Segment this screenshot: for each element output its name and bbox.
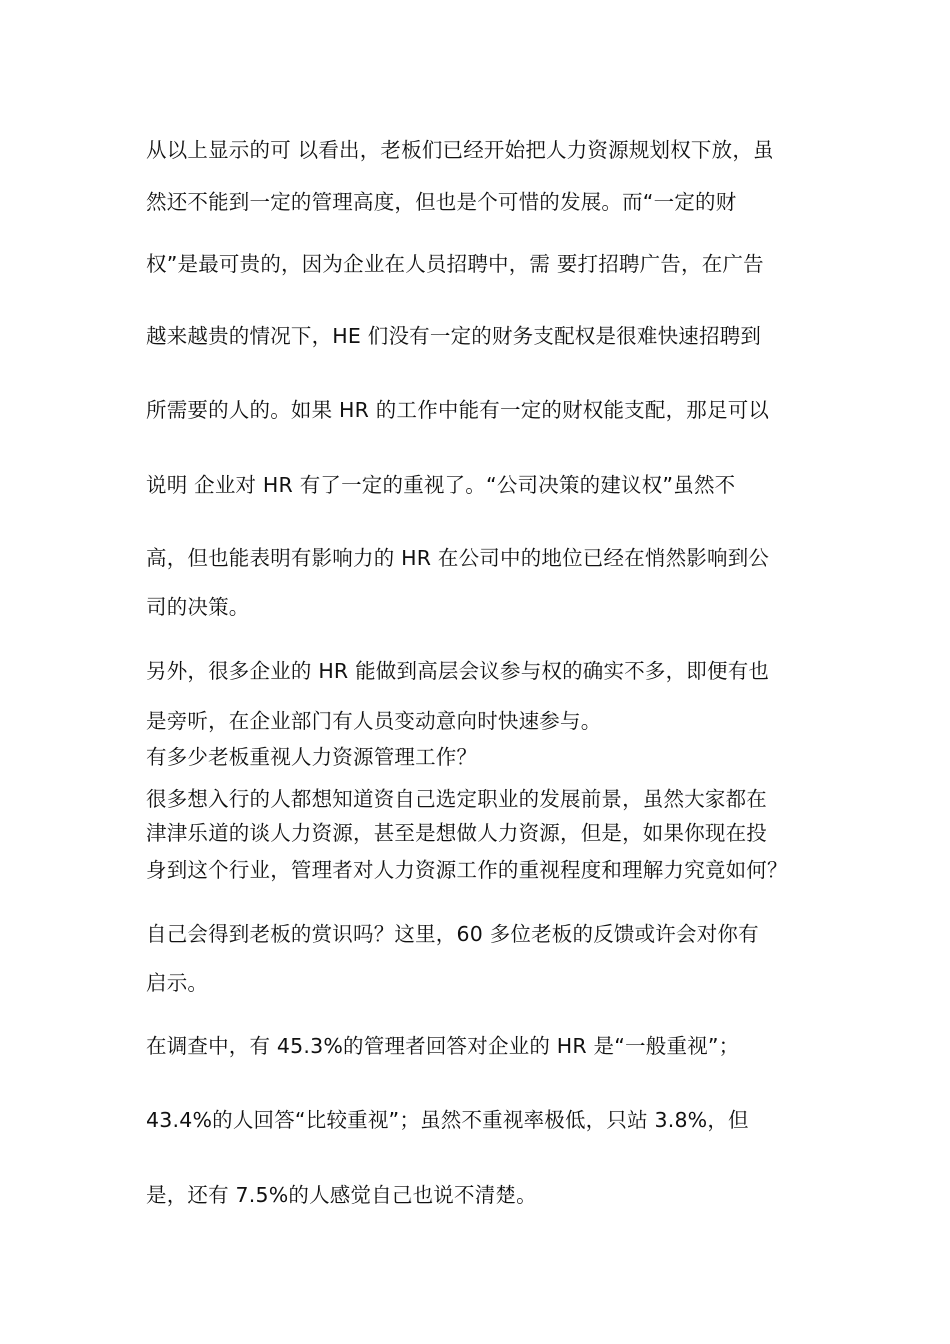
- text-line-1: 从以上显示的可 以看出，老板们已经开始把人力资源规划权下放，虽: [146, 138, 774, 162]
- text-line-14: 身到这个行业，管理者对人力资源工作的重视程度和理解力究竟如何？: [146, 858, 788, 882]
- text-line-2: 然还不能到一定的管理高度，但也是个可惜的发展。而“一定的财: [146, 190, 737, 214]
- text-line-19: 是，还有 7.5%的人感觉自己也说不清楚。: [146, 1183, 537, 1207]
- text-line-16: 启示。: [146, 971, 209, 995]
- text-line-8: 司的决策。: [146, 595, 250, 619]
- text-line-10: 是旁听，在企业部门有人员变动意向时快速参与。: [146, 709, 602, 733]
- text-line-15: 自己会得到老板的赏识吗？这里，60 多位老板的反馈或许会对你有: [146, 922, 759, 946]
- text-line-5: 所需要的人的。如果 HR 的工作中能有一定的财权能支配，那足可以: [146, 398, 770, 422]
- text-line-7: 高，但也能表明有影响力的 HR 在公司中的地位已经在悄然影响到公: [146, 546, 770, 570]
- text-line-6: 说明 企业对 HR 有了一定的重视了。“公司决策的建议权”虽然不: [146, 473, 736, 497]
- text-line-3: 权”是最可贵的，因为企业在人员招聘中，需 要打招聘广告，在广告: [146, 252, 764, 276]
- text-line-18: 43.4%的人回答“比较重视”；虽然不重视率极低，只站 3.8%，但: [146, 1108, 749, 1132]
- text-line-13: 津津乐道的谈人力资源，甚至是想做人力资源，但是，如果你现在投: [146, 821, 767, 845]
- text-line-17: 在调查中，有 45.3%的管理者回答对企业的 HR 是“一般重视”；: [146, 1034, 740, 1058]
- text-line-12: 很多想入行的人都想知道资自己选定职业的发展前景，虽然大家都在: [146, 787, 767, 811]
- text-line-11: 有多少老板重视人力资源管理工作？: [146, 745, 478, 769]
- text-line-4: 越来越贵的情况下，HE 们没有一定的财务支配权是很难快速招聘到: [146, 324, 762, 348]
- text-line-9: 另外，很多企业的 HR 能做到高层会议参与权的确实不多，即便有也: [146, 659, 770, 683]
